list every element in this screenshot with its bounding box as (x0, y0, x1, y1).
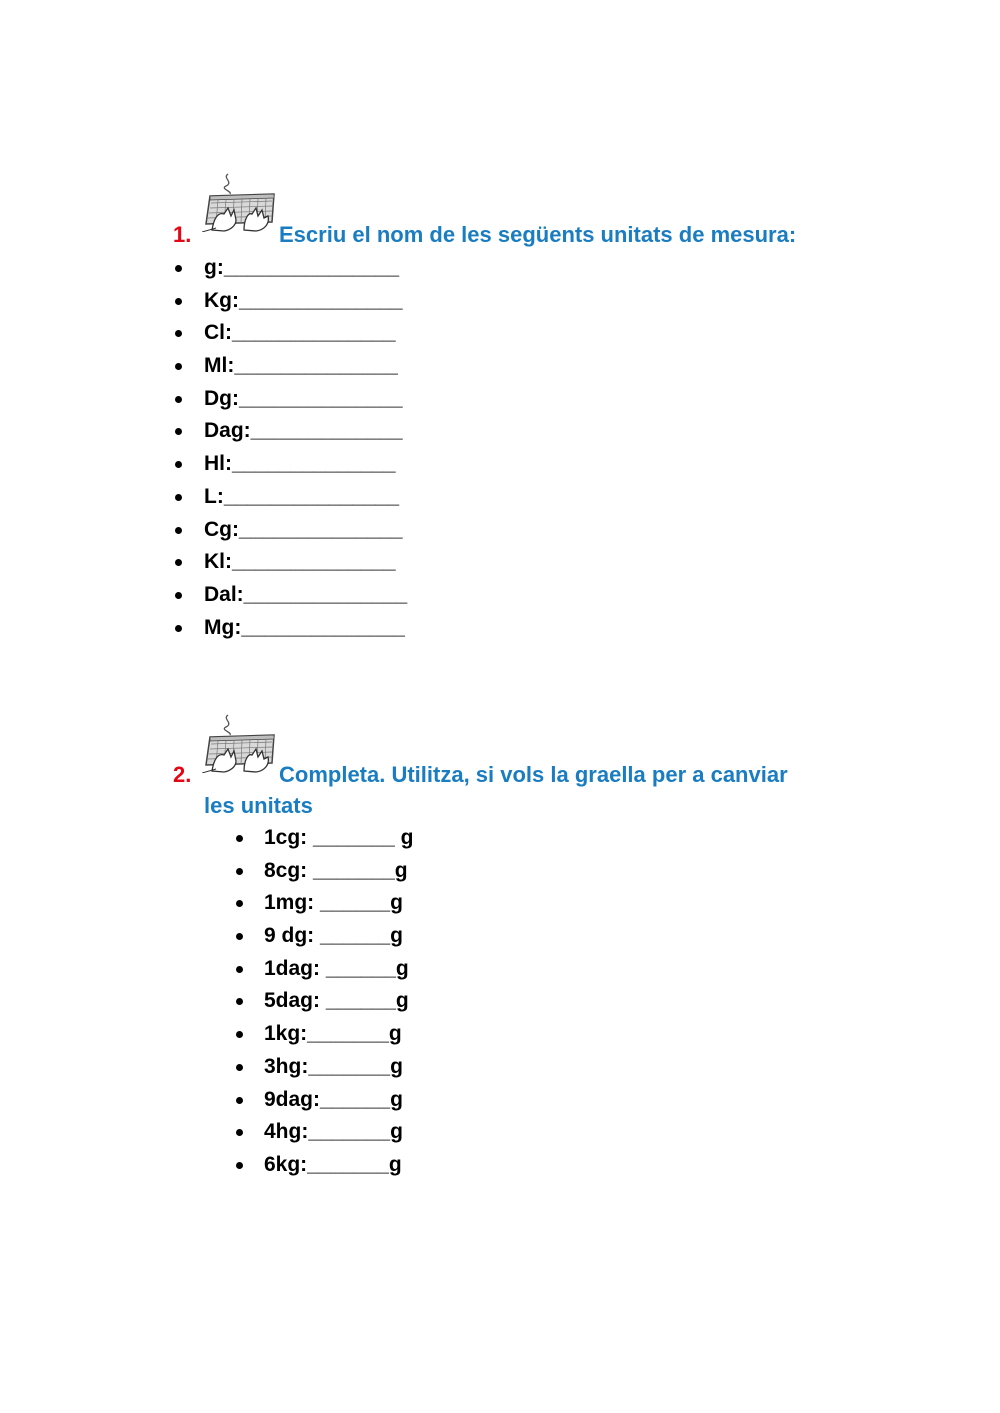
item-text: Dg:______________ (204, 386, 403, 410)
bullet (236, 900, 243, 907)
item-text: 9dag:______g (264, 1087, 403, 1111)
question-title-continued: les unitats (204, 793, 313, 818)
item-text: 9 dg: ______g (264, 924, 403, 948)
list-item (175, 415, 407, 448)
bullet (175, 298, 182, 305)
item-text: Kl:______________ (204, 550, 396, 574)
item-text: 5dag: ______g (264, 989, 409, 1013)
list-item (175, 481, 407, 514)
conversion-list (236, 822, 413, 1182)
list-item (175, 514, 407, 547)
bullet (236, 1129, 243, 1136)
bullet (175, 461, 182, 468)
question-title: Escriu el nom de les següents unitats de mesura: (279, 222, 797, 247)
item-text: 1cg: _______ g (264, 826, 414, 849)
list-item (236, 1018, 413, 1051)
list-item (175, 448, 407, 481)
item-text: 8cg: _______g (264, 858, 408, 882)
question-number: 2. (173, 762, 192, 787)
bullet (236, 1064, 243, 1071)
list-item (175, 350, 407, 383)
list-item (236, 855, 413, 888)
item-text: Mg:______________ (204, 615, 405, 639)
question-number: 1. (173, 222, 192, 247)
bullet (236, 966, 243, 973)
list-item (236, 920, 413, 953)
keyboard-typing-icon (202, 172, 276, 232)
item-text: 1kg:_______g (264, 1022, 402, 1046)
list-item (236, 1051, 413, 1084)
list-item (236, 887, 413, 920)
item-text: g:_______________ (204, 256, 400, 279)
item-text: 1mg: ______g (264, 891, 403, 915)
item-text: Cl:______________ (204, 321, 396, 345)
item-text: 3hg:_______g (264, 1054, 403, 1078)
unit-list (175, 252, 407, 644)
question-title: Completa. Utilitza, si vols la graella per a canviar (279, 762, 788, 787)
item-text: Ml:______________ (204, 354, 398, 378)
item-text: 1dag: ______g (264, 956, 409, 980)
item-text: Hl:______________ (204, 452, 396, 476)
bullet (175, 625, 182, 632)
bullet (236, 1097, 243, 1104)
bullet (175, 396, 182, 403)
item-text: Dag:_____________ (204, 419, 403, 443)
list-item (236, 953, 413, 986)
list-item (236, 1116, 413, 1149)
bullet (236, 998, 243, 1005)
item-text: L:_______________ (204, 484, 400, 508)
item-text: 6kg:_______g (264, 1152, 402, 1176)
list-item (175, 546, 407, 579)
list-item (236, 1084, 413, 1117)
bullet (236, 868, 243, 875)
bullet (175, 494, 182, 501)
bullet (175, 428, 182, 435)
list-item (175, 285, 407, 318)
list-item (175, 252, 407, 285)
item-text: Cg:______________ (204, 517, 403, 541)
item-text: 4hg:_______g (264, 1120, 403, 1144)
list-item (175, 317, 407, 350)
list-item (175, 579, 407, 612)
bullet (175, 592, 182, 599)
bullet (175, 527, 182, 534)
bullet (175, 265, 182, 272)
list-item (236, 1149, 413, 1182)
bullet (236, 1031, 243, 1038)
item-text: Dal:______________ (204, 582, 408, 606)
bullet (236, 933, 243, 940)
bullet (175, 330, 182, 337)
list-item (236, 985, 413, 1018)
bullet (175, 363, 182, 370)
list-item (175, 383, 407, 416)
item-text: Kg:______________ (204, 288, 403, 312)
bullet (236, 835, 243, 842)
list-item (175, 612, 407, 645)
bullet (236, 1162, 243, 1169)
bullet (175, 559, 182, 566)
list-item (236, 822, 413, 855)
